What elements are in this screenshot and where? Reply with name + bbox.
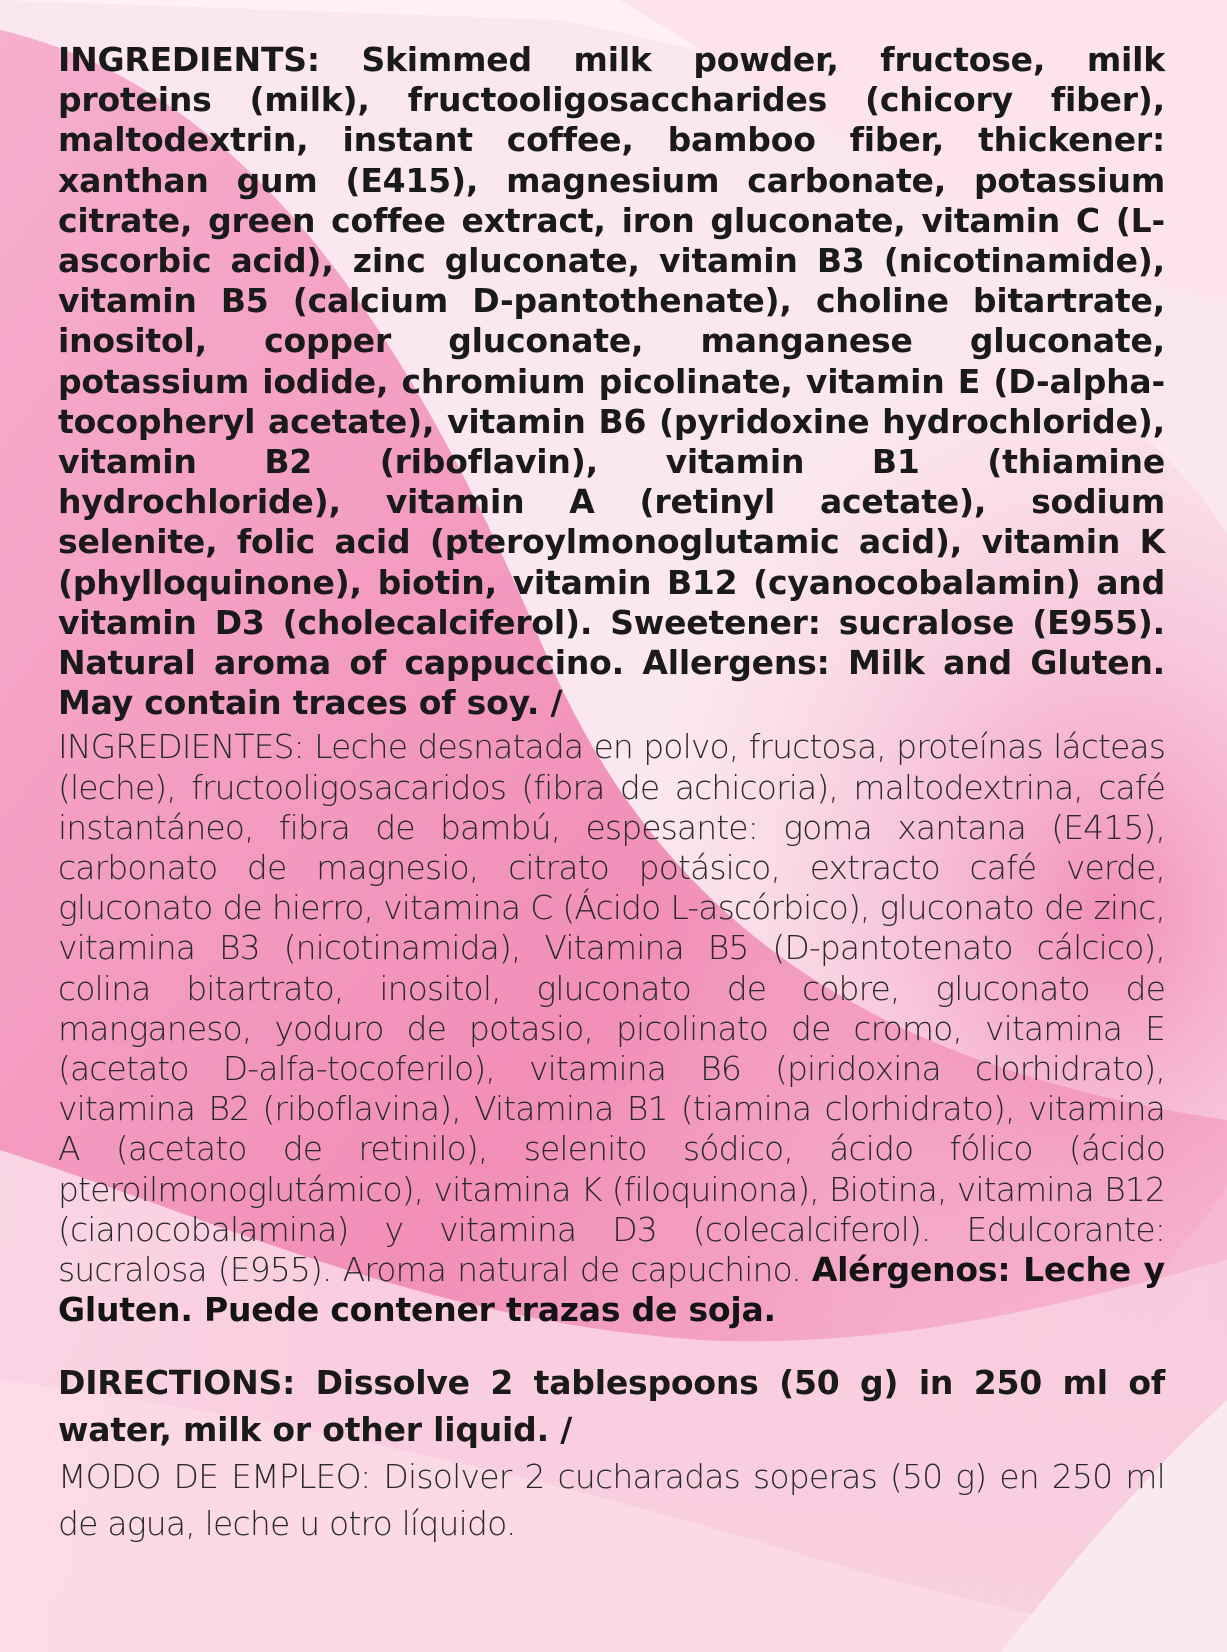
ingredients-english-text: INGREDIENTS: Skimmed milk powder, fructose, milk proteins (milk), fructooligosaccharides (chicory fiber), maltodextrin, instant coffee, bamboo fiber, thickener: xanthan gum (E415), magnesium carbonate, potassium citrate, green coffee extract, iron gluconate, vitamin C (L-ascorbic acid), zinc gluconate, vitamin B3 (nicotinamide), vitamin B5 (calcium D-pantothenate), choline bitartrate, inositol, copper gluconate, manganese gluconate, potassium iodide, chromium picolinate, vitamin E (D-alpha-tocopheryl acetate), vitamin B6 (pyridoxine hydrochloride), vitamin B2 (riboflavin), vitamin B1 (thiamine hydrochloride), vitamin A (retinyl acetate), sodium selenite, folic acid (pteroylmonoglutamic acid), vitamin K (phylloquinone), biotin, vitamin B12 (cyanocobalamin) and vitamin D3 (cholecalciferol). Sweetener: sucralose (E955). Natural aroma of cappuccino. xyxy=(58,40,1165,683)
ingredients-spanish-text: INGREDIENTES: Leche desnatada en polvo, fructosa, proteínas lácteas (leche), fructooligosacaridos (fibra de achicoria), maltodextrina, café instantáneo, fibra de bambú, espesante: goma xantana (E415), carbonato de magnesio, citrato potásico, extracto café verde, gluconato de hierro, vitamina C (Ácido L-ascórbico), gluconato de zinc, vitamina B3 (nicotinamida), Vitamina B5 (D-pantotenato cálcico), colina bitartrato, inositol, gluconato de cobre, gluconato de manganeso, yoduro de potasio, picolinato de cromo, vitamina E (acetato D-alfa-tocoferilo), vitamina B6 (piridoxina clorhidrato), vitamina B2 (riboflavina), Vitamina B1 (tiamina clorhidrato), vitamina A (acetato de retinilo), selenito sódico, ácido fólico (ácido pteroilmonoglutámico), vitamina K (filoquinona), Biotina, vitamina B12 (cianocobalamina) y vitamina D3 (colecalciferol). Edulcorante: sucralosa (E955). Aroma natural de capuchino. xyxy=(58,727,1165,1290)
allergens-spanish: Alérgenos: Leche y Gluten. Puede contener trazas de soja. xyxy=(58,1250,1165,1330)
label-text-panel xyxy=(58,40,1165,1547)
ingredients-spanish xyxy=(58,727,1165,1330)
ingredients-english xyxy=(58,40,1165,723)
allergens-english: Allergens: Milk and Gluten. May contain traces of soy. / xyxy=(58,643,1165,723)
directions-spanish: MODO DE EMPLEO: Disolver 2 cucharadas soperas (50 g) en 250 ml de agua, leche u otro líquido. xyxy=(58,1456,1165,1543)
directions-english: DIRECTIONS: Dissolve 2 tablespoons (50 g) in 250 ml of water, milk or other liquid. / xyxy=(58,1362,1165,1449)
